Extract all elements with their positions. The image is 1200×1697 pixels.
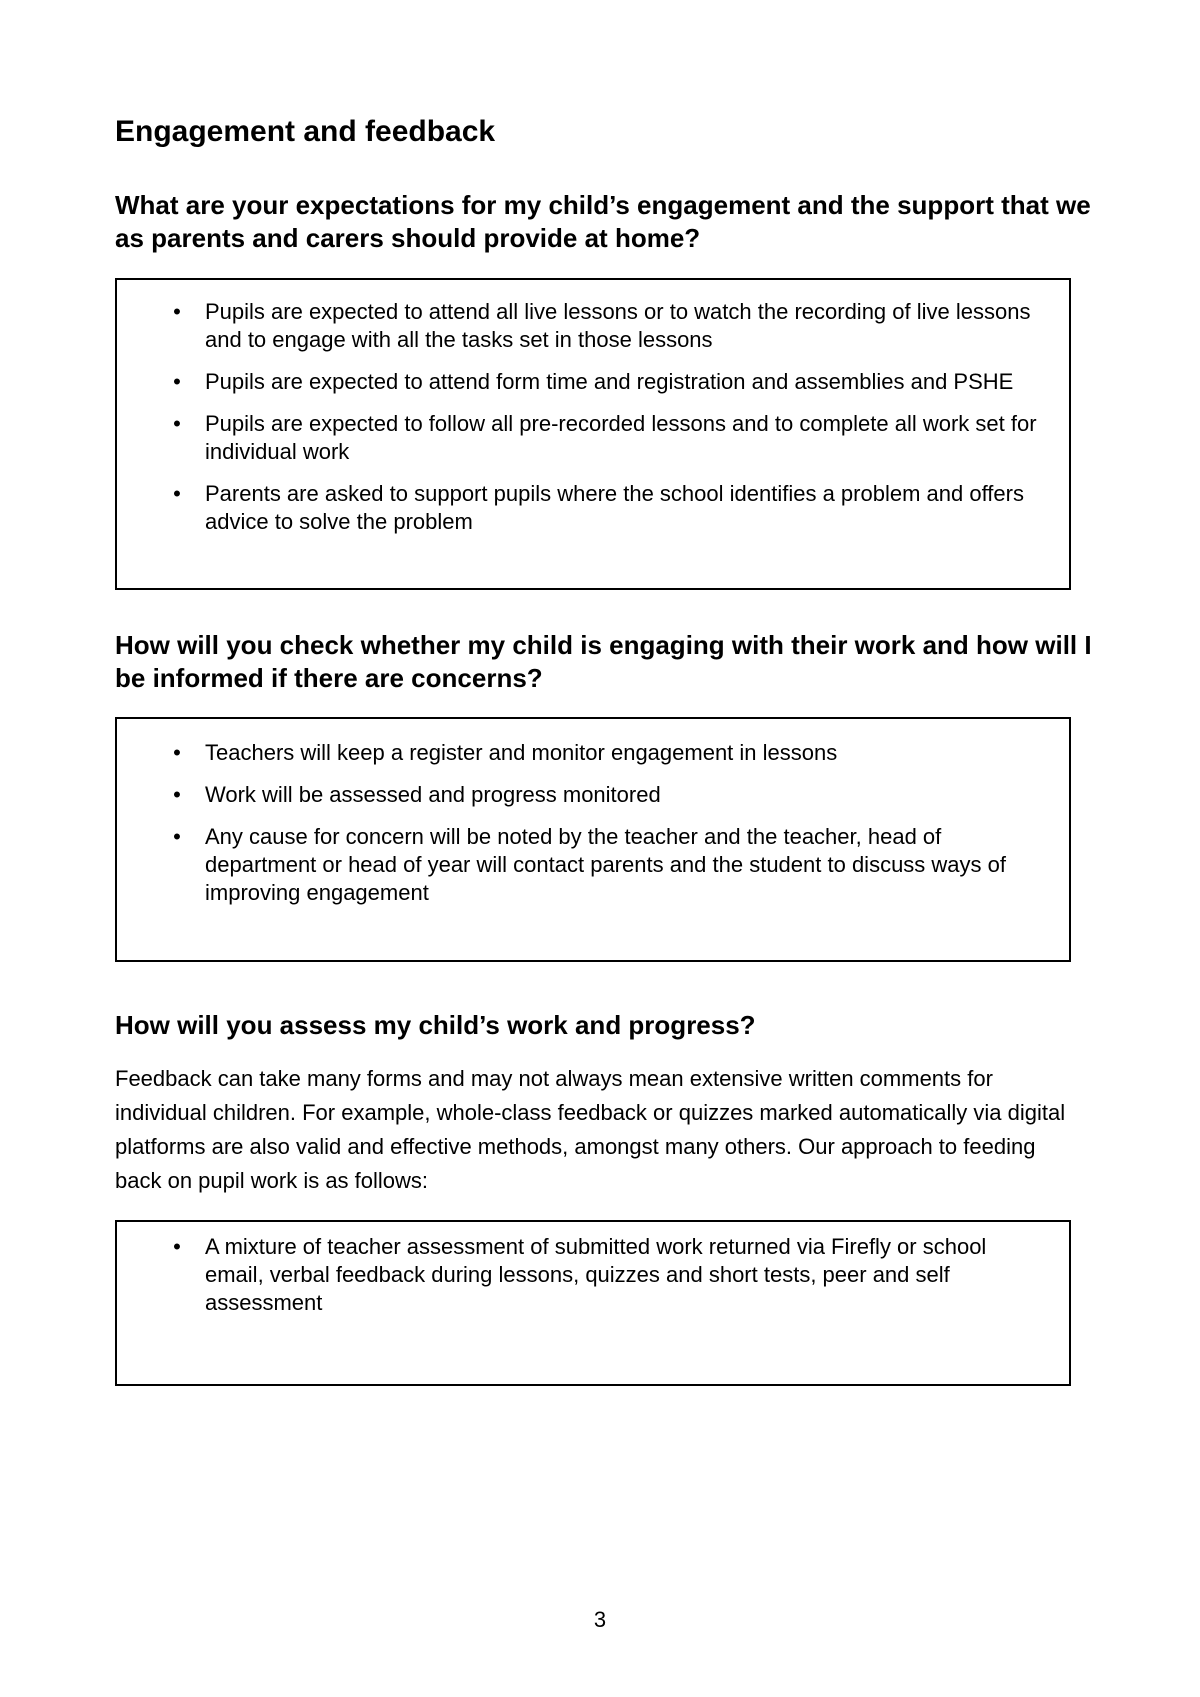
assessment-paragraph: Feedback can take many forms and may not always mean extensive written comments for individual children. For example, whole-class feedback or quizzes marked automatically via digital platforms are also valid and effective methods, amongst many others. Our approach to feeding back on pupil work is as follows: bbox=[115, 1066, 1066, 1193]
engagement-check-list bbox=[117, 739, 1069, 921]
expectations-list bbox=[117, 298, 1069, 550]
list-item bbox=[117, 298, 1069, 354]
list-item-text: Parents are asked to support pupils where the school identifies a problem and offers advice to solve the problem bbox=[205, 481, 1024, 534]
bullet-icon: • bbox=[173, 411, 181, 436]
bullet-icon: • bbox=[173, 1234, 181, 1259]
bullet-icon: • bbox=[173, 782, 181, 807]
bullet-icon: • bbox=[173, 369, 181, 394]
bullet-icon: • bbox=[173, 299, 181, 324]
list-item-text: Work will be assessed and progress monitored bbox=[205, 782, 661, 807]
list-item bbox=[117, 823, 1069, 907]
bullet-icon: • bbox=[173, 824, 181, 849]
list-item-text: A mixture of teacher assessment of submitted work returned via Firefly or school email, verbal feedback during lessons, quizzes and short tests, peer and self assessment bbox=[205, 1234, 987, 1315]
question-heading-engagement-check: How will you check whether my child is engaging with their work and how will I be informed if there are concerns? bbox=[115, 630, 1092, 693]
list-item bbox=[117, 1233, 1069, 1317]
list-item-text: Any cause for concern will be noted by the teacher and the teacher, head of department or head of year will contact parents and the student to discuss ways of improving engagement bbox=[205, 824, 1007, 905]
list-item bbox=[117, 480, 1069, 536]
list-item bbox=[117, 410, 1069, 466]
assessment-list bbox=[117, 1233, 1069, 1331]
list-item bbox=[117, 739, 1069, 767]
engagement-check-box bbox=[115, 717, 1071, 962]
bullet-icon: • bbox=[173, 740, 181, 765]
assessment-box bbox=[115, 1220, 1071, 1386]
expectations-box bbox=[115, 278, 1071, 590]
list-item-text: Pupils are expected to attend form time and registration and assemblies and PSHE bbox=[205, 369, 1014, 394]
list-item-text: Teachers will keep a register and monitor engagement in lessons bbox=[205, 740, 838, 765]
section-title: Engagement and feedback bbox=[115, 115, 496, 148]
list-item-text: Pupils are expected to follow all pre-recorded lessons and to complete all work set for individual work bbox=[205, 411, 1037, 464]
list-item-text: Pupils are expected to attend all live lessons or to watch the recording of live lessons and to engage with all the tasks set in those lessons bbox=[205, 299, 1031, 352]
list-item bbox=[117, 781, 1069, 809]
page-number: 3 bbox=[593, 1607, 607, 1632]
question-heading-assessment: How will you assess my child’s work and progress? bbox=[115, 1010, 756, 1040]
list-item bbox=[117, 368, 1069, 396]
question-heading-expectations: What are your expectations for my child’s engagement and the support that we as parents and carers should provide at home? bbox=[115, 190, 1091, 253]
bullet-icon: • bbox=[173, 481, 181, 506]
